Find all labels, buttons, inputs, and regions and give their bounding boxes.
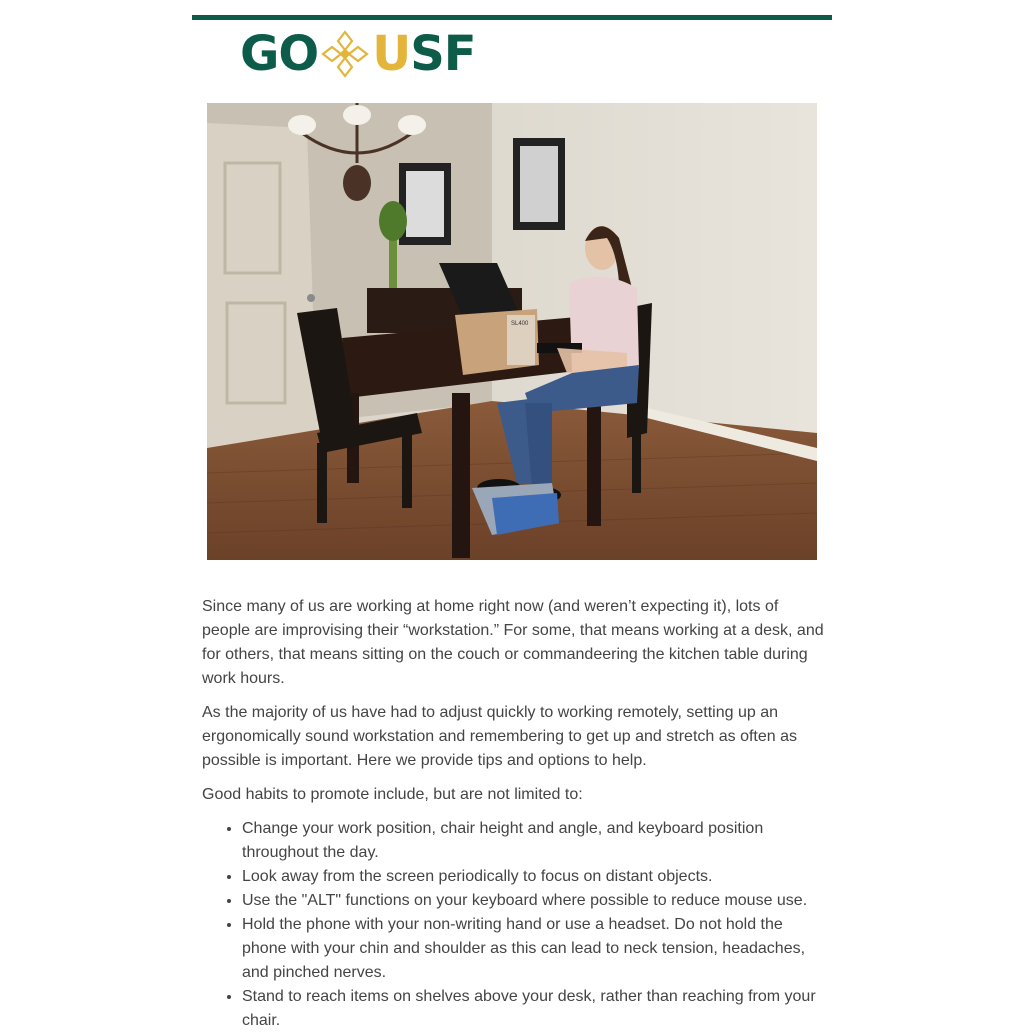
box-label: SL400 bbox=[511, 321, 529, 327]
list-item: • Stand to reach items on shelves above your desk, rather than reaching from your chair. bbox=[242, 985, 824, 1033]
logo[interactable] bbox=[240, 26, 476, 82]
home-workstation-illustration bbox=[207, 103, 817, 560]
list-item: • Look away from the screen periodically to focus on distant objects. bbox=[242, 865, 824, 889]
paragraph: Since many of us are working at home right now (and weren’t expecting it), lots of people are improvising their “workstation.” For some, that means working at a desk, and for others, that means sitting on the couch or commandeering the kitchen table during work hours. bbox=[202, 598, 824, 687]
top-accent-bar bbox=[192, 15, 832, 20]
list-item: • Use the "ALT" functions on your keyboard where possible to reduce mouse use. bbox=[242, 889, 824, 913]
article-body bbox=[202, 595, 824, 1033]
hero-photo bbox=[207, 103, 817, 560]
paragraph: As the majority of us have had to adjust quickly to working remotely, setting up an ergonomically sound workstation and remembering to get up and stretch as often as possible is important. Here we provide tips and options to help. bbox=[202, 704, 797, 769]
list-item: • Hold the phone with your non-writing hand or use a headset. Do not hold the phone with your chin and shoulder as this can lead to neck tension, headaches, and pinched nerves. bbox=[242, 913, 824, 985]
logo-sf: SF bbox=[410, 26, 476, 82]
list-item: • Change your work position, chair height and angle, and keyboard position throughout the day. bbox=[242, 817, 824, 865]
cross-flower-icon bbox=[320, 29, 370, 79]
tips-list bbox=[202, 817, 824, 1033]
logo-u: U bbox=[372, 26, 411, 82]
logo-go: GO bbox=[240, 26, 319, 82]
paragraph: Good habits to promote include, but are not limited to: bbox=[202, 786, 583, 803]
